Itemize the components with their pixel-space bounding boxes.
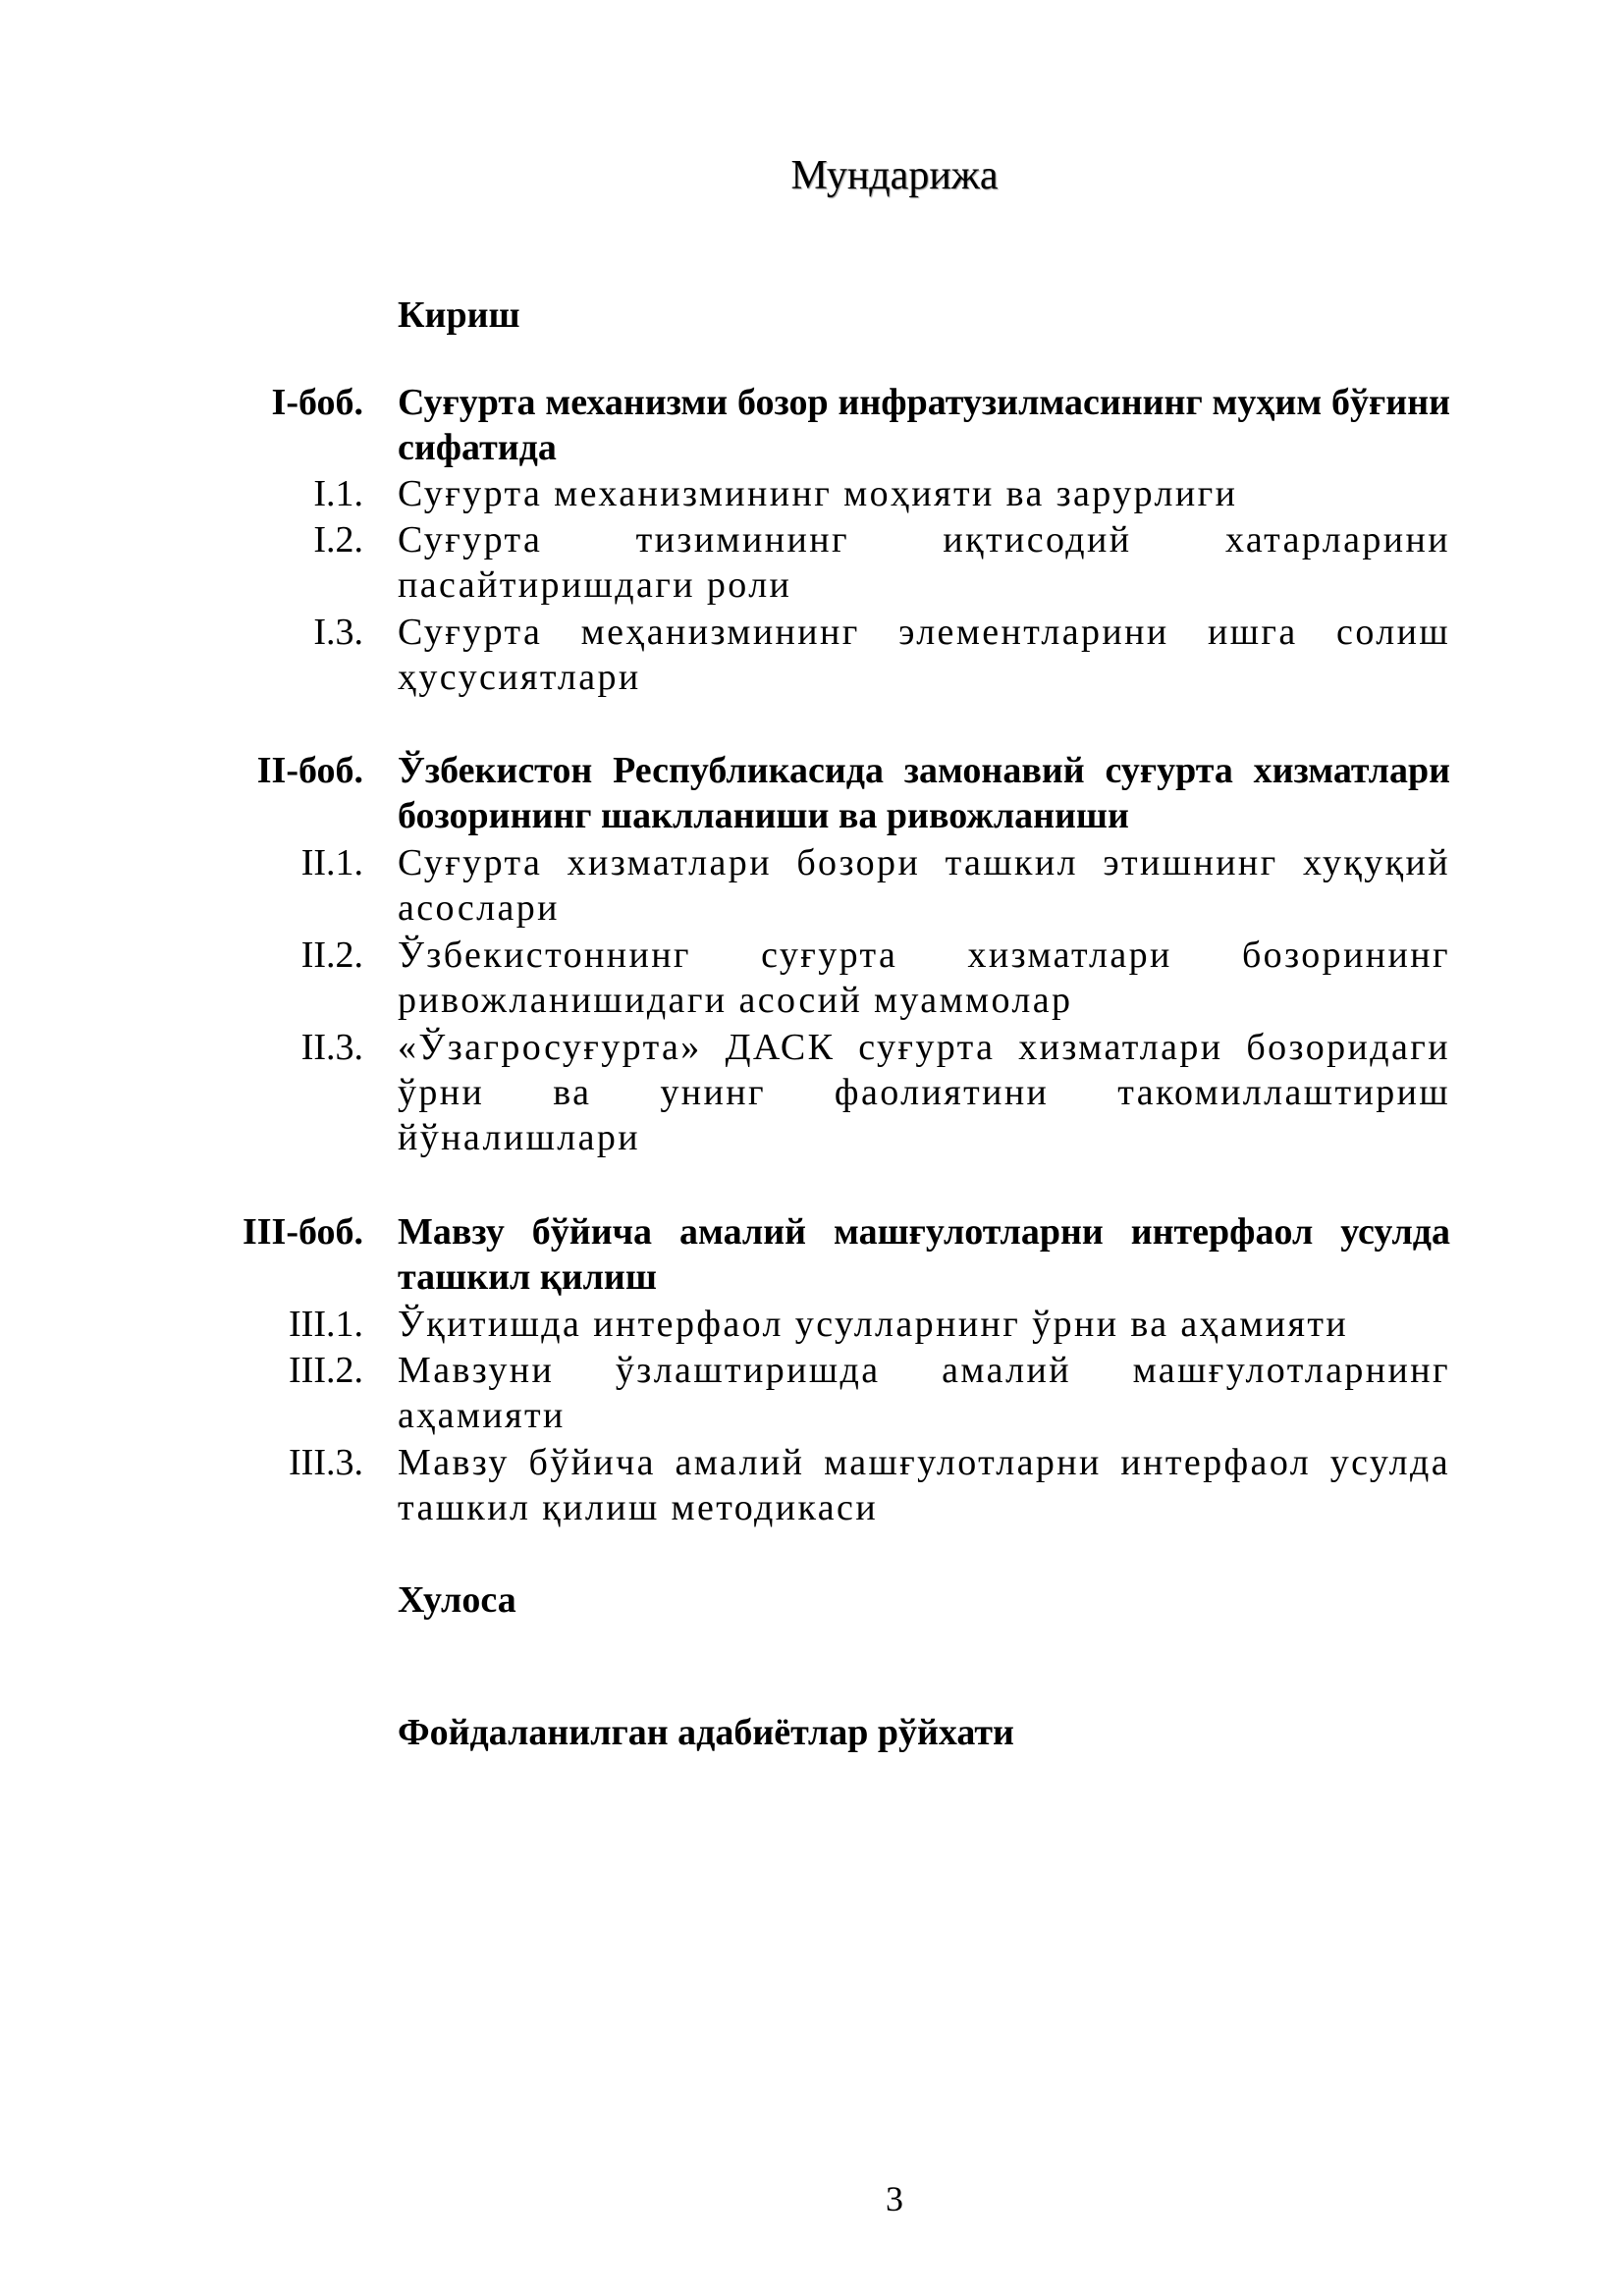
toc-conclusion-label: Хулоса [398,1579,516,1621]
section-number: II.1. [300,842,363,883]
section-title: Мавзуни ўзлаштиришда амалий машғулотларнинг аҳамияти [398,1350,1450,1436]
chapter-number: I-боб. [271,382,363,423]
section-title: Суғурта меҳанизмининг элементларини ишга солиш ҳусусиятлари [398,612,1450,698]
section-number: III.2. [289,1350,363,1391]
chapter-title: Мавзу бўйича амалий машғулотларни интерфаол усулда ташкил қилиш [398,1211,1450,1298]
chapter-number: III-боб. [242,1211,363,1253]
chapter-title: Суғурта механизми бозор инфратузилмасининг муҳим бўғини сифатида [398,382,1450,468]
section-number: I.3. [313,612,363,653]
section-number: I.2. [313,519,363,561]
section-number: I.1. [313,473,363,514]
chapter-title: Ўзбекистон Республикасида замонавий суғурта хизматлари бозорининг шаклланиши ва ривожланиши [398,750,1450,836]
section-number: II.2. [300,934,363,976]
section-title: Суғурта хизматлари бозори ташкил этишнинг хуқуқий асослари [398,842,1450,929]
chapter-number: II-боб. [256,750,363,791]
toc-intro-label: Кириш [398,294,520,336]
section-number: II.3. [300,1027,363,1068]
section-title: Суғурта механизмининг моҳияти ва зарурлиги [398,473,1238,514]
section-title: Ўзбекистоннинг суғурта хизматлари бозорининг ривожланишидаги асосий муаммолар [398,934,1450,1021]
section-title: Ўқитишда интерфаол усулларнинг ўрни ва аҳамияти [398,1304,1349,1345]
page-number: 3 [886,2179,903,2218]
section-number: III.3. [289,1442,363,1483]
section-number: III.1. [289,1304,363,1345]
section-title: «Ўзагросуғурта» ДАСК суғурта хизматлари бозоридаги ўрни ва унинг фаолиятини такомиллаштириш йўналишлари [398,1027,1450,1158]
section-title: Мавзу бўйича амалий машғулотларни интерфаол усулда ташкил қилиш методикаси [398,1442,1450,1528]
section-title: Суғурта тизимининг иқтисодий хатарларини пасайтиришдаги роли [398,519,1450,606]
page-title: Мундарижа [790,153,999,198]
toc-references-label: Фойдаланилган адабиётлар рўйхати [398,1712,1014,1753]
